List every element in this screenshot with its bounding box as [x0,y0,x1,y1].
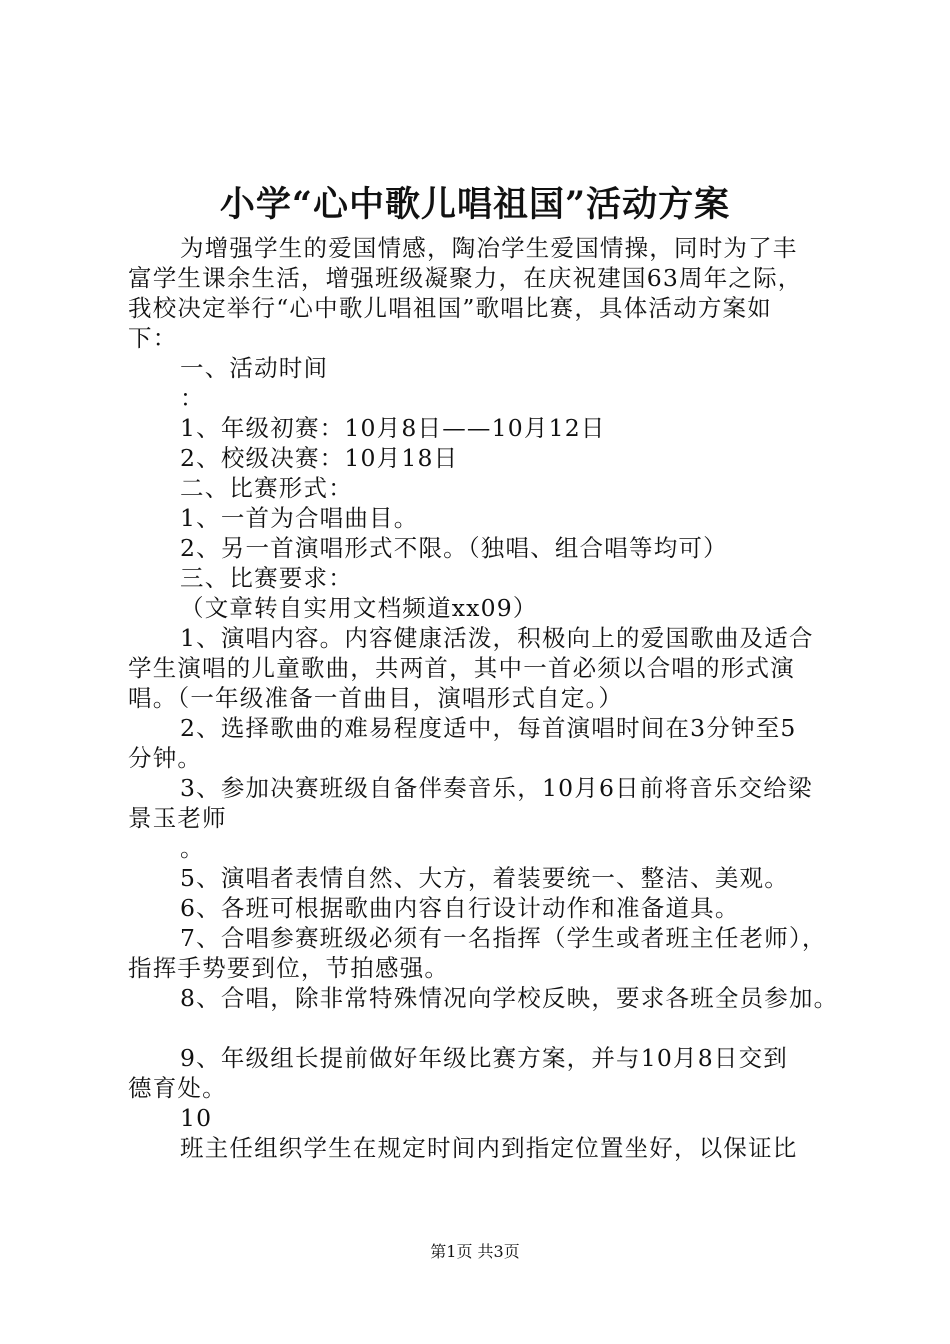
paragraph-line: 唱。（一年级准备一首曲目，演唱形式自定。） [128,684,624,712]
section-heading: 二、比赛形式： [180,474,353,502]
paragraph-line: 分钟。 [128,744,203,772]
section-heading: 三、比赛要求： [180,564,353,592]
document-title: 小学“心中歌儿唱祖国”活动方案 [219,184,731,225]
paragraph-line: 德育处。 [128,1074,227,1102]
list-item: 6、各班可根据歌曲内容自行设计动作和准备道具。 [180,894,740,922]
paragraph-line: （文章转自实用文档频道xx09） [180,594,538,622]
paragraph-line: 指挥手势要到位，节拍感强。 [128,954,450,982]
list-item: 1、演唱内容。内容健康活泼，积极向上的爱国歌曲及适合 [180,624,814,652]
list-item: 2、选择歌曲的难易程度适中，每首演唱时间在3分钟至5 [180,714,797,742]
page-footer: 第1页 共3页 [430,1242,520,1261]
list-item: 7、合唱参赛班级必须有一名指挥（学生或者班主任老师）， [180,924,827,952]
list-item: 2、另一首演唱形式不限。（独唱、组合唱等均可） [180,534,728,562]
paragraph-line: 为增强学生的爱国情感，陶冶学生爱国情操，同时为了丰 [180,234,798,262]
paragraph-line: 班主任组织学生在规定时间内到指定位置坐好，以保证比 [180,1134,798,1162]
paragraph-line: 我校决定举行“心中歌儿唱祖国”歌唱比赛，具体活动方案如 [128,294,772,322]
list-item: 5、演唱者表情自然、大方，着装要统一、整洁、美观。 [180,864,789,892]
list-item: 8、合唱，除非常特殊情况向学校反映，要求各班全员参加。 [180,984,839,1012]
list-item: 10 [180,1104,213,1132]
paragraph-line: 下： [128,324,178,352]
list-item: 9、年级组长提前做好年级比赛方案，并与10月8日交到 [180,1044,789,1072]
paragraph-line: 富学生课余生活，增强班级凝聚力，在庆祝建国63周年之际， [128,264,803,292]
list-item: 3、参加决赛班级自备伴奏音乐，10月6日前将音乐交给梁 [180,774,813,802]
section-heading: 一、活动时间 [180,354,329,382]
list-item: 1、一首为合唱曲目。 [180,504,419,532]
document-body [128,233,840,1163]
paragraph-line: 。 [180,834,205,862]
paragraph-line: 景玉老师 [128,804,227,832]
blank-line [128,1013,840,1043]
list-item: 1、年级初赛：10月8日——10月12日 [180,414,606,442]
paragraph-line: 学生演唱的儿童歌曲，共两首，其中一首必须以合唱的形式演 [128,654,795,682]
paragraph-line: ： [180,384,205,412]
list-item: 2、校级决赛：10月18日 [180,444,459,472]
